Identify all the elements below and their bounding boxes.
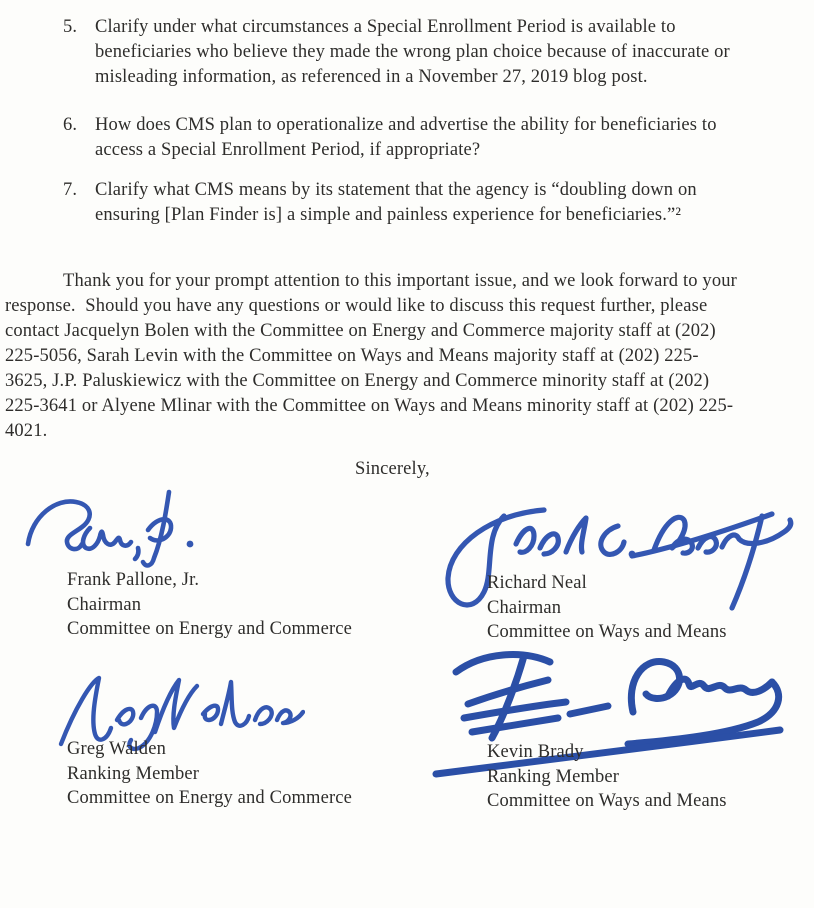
text-line: How does CMS plan to operationalize and advertise the ability for beneficiaries to	[95, 115, 717, 135]
signature-block-frank-pallone	[67, 568, 352, 642]
text-line: 4021.	[5, 421, 48, 441]
list-item-text	[95, 15, 730, 90]
list-item-number: 7.	[63, 180, 78, 200]
text-line: contact Jacquelyn Bolen with the Committee on Energy and Commerce majority staff at (202)	[5, 321, 716, 341]
text-line: misleading information, as referenced in a November 27, 2019 blog post.	[95, 67, 648, 87]
signature-block-greg-walden	[67, 737, 352, 811]
signer-name: Greg Walden	[67, 739, 166, 759]
signer-committee: Committee on Energy and Commerce	[67, 788, 352, 808]
signer-title: Ranking Member	[67, 763, 200, 784]
list-item-text	[95, 178, 697, 228]
text-line: ensuring [Plan Finder is] a simple and painless experience for beneficiaries.”²	[95, 205, 682, 225]
text-line: beneficiaries who believe they made the wrong plan choice because of inaccurate or	[95, 42, 730, 62]
list-item-7	[63, 178, 753, 228]
list-item-number: 6.	[63, 115, 78, 135]
signer-name: Frank Pallone, Jr.	[67, 570, 200, 590]
signer-title: Chairman	[487, 597, 562, 618]
signer-committee: Committee on Ways and Means	[487, 622, 727, 642]
signer-title: Chairman	[67, 594, 142, 615]
text-line: Clarify under what circumstances a Special Enrollment Period is available to	[95, 17, 676, 37]
signer-committee: Committee on Ways and Means	[487, 791, 727, 811]
list-item-number: 5.	[63, 17, 78, 37]
signer-name: Kevin Brady	[487, 742, 584, 762]
text-line: response. Should you have any questions or would like to discuss this request further, please	[5, 296, 708, 316]
frank-pallone-signature	[22, 486, 237, 578]
signer-name: Richard Neal	[487, 573, 587, 593]
signer-committee: Committee on Energy and Commerce	[67, 619, 352, 639]
text-line: 225-3641 or Alyene Mlinar with the Committee on Ways and Means minority staff at (202) 225-	[5, 396, 734, 416]
valediction: Sincerely,	[355, 459, 430, 479]
text-line: access a Special Enrollment Period, if appropriate?	[95, 140, 481, 160]
list-item-5	[63, 15, 753, 90]
signer-title: Ranking Member	[487, 766, 620, 787]
text-line: 3625, J.P. Paluskiewicz with the Committee on Energy and Commerce minority staff at (202)	[5, 371, 710, 391]
text-line: Thank you for your prompt attention to this important issue, and we look forward to your	[63, 271, 737, 291]
list-item-text	[95, 113, 717, 163]
signature-block-richard-neal	[487, 571, 727, 645]
list-item-6	[63, 113, 753, 163]
text-line: 225-5056, Sarah Levin with the Committee on Ways and Means majority staff at (202) 225-	[5, 346, 699, 366]
closing-paragraph	[5, 269, 810, 444]
signature-block-kevin-brady	[487, 740, 727, 814]
text-line: Clarify what CMS means by its statement that the agency is “doubling down on	[95, 180, 697, 200]
